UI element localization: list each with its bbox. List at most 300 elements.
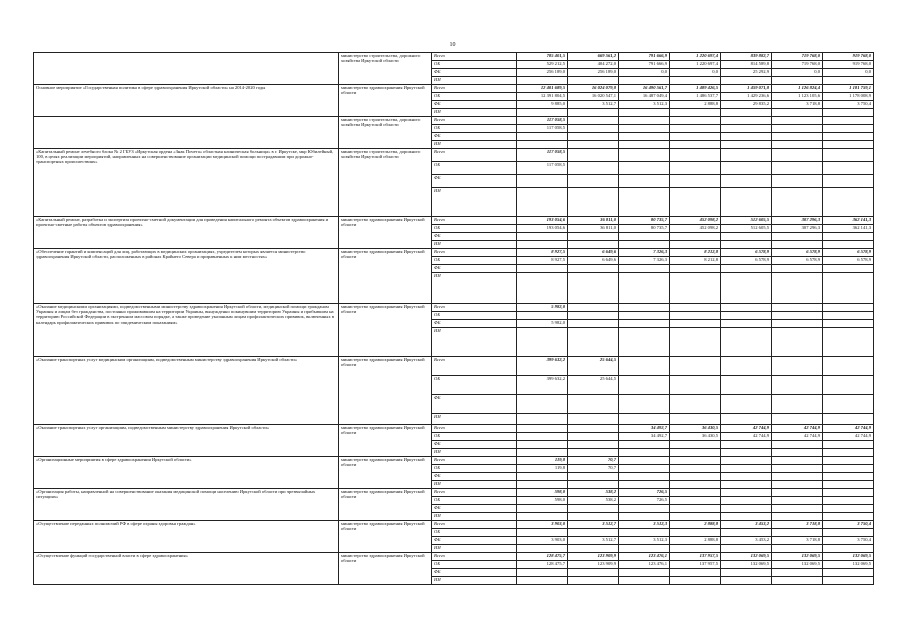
amount-cell [721,513,772,521]
amount-cell: 3 512,7 [568,521,619,529]
amount-cell: 123 909,9 [568,561,619,569]
amount-cell: 1 126 824,4 [772,85,823,93]
amount-cell: 132 069,5 [772,561,823,569]
responsible-executor: министерство здравоохранения Иркутской области [339,521,432,553]
amount-cell [721,117,772,125]
funding-source: Всего [432,249,517,257]
amount-cell [670,529,721,537]
amount-cell [772,395,823,414]
amount-cell: 0,0 [823,69,874,77]
funding-source: ФБ [432,505,517,513]
amount-cell: 7 326,3 [619,249,670,257]
amount-cell [670,545,721,553]
amount-cell: 598,0 [517,489,568,497]
amount-cell [772,465,823,473]
amount-cell: 362 141,3 [823,225,874,233]
amount-cell [568,328,619,357]
amount-cell [568,320,619,328]
amount-cell [772,376,823,395]
funding-source: ИИ [432,545,517,553]
amount-cell: 1 220 697,4 [670,53,721,61]
amount-cell: 3 512,7 [568,101,619,109]
amount-cell [823,545,874,553]
amount-cell [670,117,721,125]
amount-cell [772,577,823,585]
amount-cell [772,414,823,425]
measure-description: «Организация работы, направленной на совершенствование оказания медицинской помощи населению Иркутской области при чрезвычайных ситуациях» [34,489,339,521]
amount-cell: 256 189,0 [568,69,619,77]
amount-cell: 132 069,5 [823,561,874,569]
amount-cell [772,273,823,304]
amount-cell [721,312,772,320]
amount-cell [721,457,772,465]
amount-cell [670,265,721,273]
amount-cell [670,141,721,149]
funding-source: ОБ [432,162,517,175]
funding-source: ФБ [432,537,517,545]
amount-cell [823,497,874,505]
amount-cell: 119,8 [517,457,568,465]
amount-cell [670,162,721,175]
amount-cell [772,489,823,497]
amount-cell [772,529,823,537]
funding-source: ОБ [432,125,517,133]
amount-cell: 132 069,5 [721,561,772,569]
amount-cell [568,312,619,320]
amount-cell: 362 141,3 [823,217,874,225]
amount-cell [517,577,568,585]
amount-cell [517,273,568,304]
amount-cell [517,188,568,217]
amount-cell [721,188,772,217]
amount-cell: 6 578,9 [721,249,772,257]
measure-description: «Оказание медицинскими организациями, подведомственными министерству здравоохранения Иркутской области, медицинской помощи гражданам Украины и лицам без гражданства, постоянно проживавшим на территории Украины, вынужденно покинувшим территорию Украины и прибывшим на территорию Российской Федерации в экстренном массовом порядке, а также проведение указанным лицам профилактических прививок, включенных в календарь профилактических прививок по эпидемическим показаниям» [34,304,339,357]
amount-cell: 719 768,0 [772,53,823,61]
table-row [34,489,874,497]
amount-cell [772,175,823,188]
amount-cell: 307 296,3 [772,217,823,225]
amount-cell [619,109,670,117]
table-row [34,357,874,376]
amount-cell [772,162,823,175]
amount-cell [568,529,619,537]
amount-cell: 529 212,5 [517,61,568,69]
amount-cell [517,175,568,188]
amount-cell [619,312,670,320]
amount-cell [721,133,772,141]
amount-cell: 839 882,7 [721,53,772,61]
amount-cell [517,433,568,441]
amount-cell [619,545,670,553]
amount-cell: 117 058,5 [517,162,568,175]
amount-cell [568,473,619,481]
amount-cell: 123 909,9 [568,553,619,561]
amount-cell [670,414,721,425]
amount-cell: 3 718,8 [772,521,823,529]
amount-cell: 8 927,5 [517,257,568,265]
amount-cell [721,449,772,457]
amount-cell: 12 401 689,5 [517,85,568,93]
amount-cell [721,357,772,376]
funding-source: ИИ [432,273,517,304]
amount-cell [823,133,874,141]
amount-cell [619,441,670,449]
amount-cell [772,133,823,141]
amount-cell: 3 512,3 [619,521,670,529]
funding-source: ОБ [432,61,517,69]
amount-cell: 919 768,0 [823,61,874,69]
amount-cell: 25 644,5 [568,376,619,395]
amount-cell [670,513,721,521]
amount-cell [568,513,619,521]
amount-cell: 3 512,3 [619,101,670,109]
table-row [34,457,874,465]
amount-cell [517,505,568,513]
amount-cell [823,457,874,465]
amount-cell: 512 605,5 [721,225,772,233]
amount-cell: 119,8 [517,465,568,473]
amount-cell [772,473,823,481]
table-row [34,149,874,162]
amount-cell [619,529,670,537]
amount-cell [721,141,772,149]
amount-cell: 16 020 547,1 [568,93,619,101]
amount-cell: 123 476,1 [619,561,670,569]
amount-cell [568,414,619,425]
amount-cell [772,265,823,273]
funding-source: ФБ [432,233,517,241]
amount-cell [823,162,874,175]
amount-cell: 726,5 [619,497,670,505]
amount-cell: 42 744,9 [721,433,772,441]
amount-cell: 5 982,0 [517,304,568,312]
amount-cell: 137 957,5 [670,553,721,561]
amount-cell: 128 475,7 [517,561,568,569]
amount-cell [721,109,772,117]
funding-source: ИИ [432,109,517,117]
amount-cell [619,141,670,149]
amount-cell [619,577,670,585]
funding-source: Всего [432,425,517,433]
amount-cell: 785 401,5 [517,53,568,61]
amount-cell: 12 391 804,5 [517,93,568,101]
amount-cell: 42 744,9 [721,425,772,433]
amount-cell: 452 098,2 [670,225,721,233]
amount-cell: 16 490 561,7 [619,85,670,93]
measure-description: «Оказание транспортных услуг организациям, подведомственным министерству здравоохранения Иркутской области» [34,425,339,457]
amount-cell: 25 644,5 [568,357,619,376]
funding-source: ОБ [432,225,517,233]
amount-cell: 307 296,3 [772,225,823,233]
amount-cell [772,357,823,376]
amount-cell [670,304,721,312]
amount-cell: 8 927,5 [517,249,568,257]
amount-cell [670,481,721,489]
amount-cell [517,441,568,449]
amount-cell [823,273,874,304]
amount-cell [619,304,670,312]
amount-cell: 42 744,9 [823,433,874,441]
amount-cell: 538,2 [568,489,619,497]
amount-cell [670,577,721,585]
amount-cell [517,529,568,537]
amount-cell [772,569,823,577]
amount-cell [772,328,823,357]
amount-cell [721,545,772,553]
amount-cell [568,577,619,585]
amount-cell: 719 768,0 [772,61,823,69]
amount-cell [670,77,721,85]
amount-cell [619,569,670,577]
amount-cell [721,465,772,473]
amount-cell: 70,7 [568,457,619,465]
funding-source: ОБ [432,312,517,320]
amount-cell [823,465,874,473]
amount-cell [670,273,721,304]
amount-cell: 6 578,9 [721,257,772,265]
amount-cell: 3 453,2 [721,521,772,529]
funding-source: ФБ [432,133,517,141]
table-row [34,249,874,257]
amount-cell: 16 024 079,8 [568,85,619,93]
amount-cell: 2 888,8 [670,101,721,109]
amount-cell [823,414,874,425]
table-row [34,53,874,61]
amount-cell: 117 058,5 [517,149,568,162]
amount-cell: 7 326,3 [619,257,670,265]
amount-cell [517,77,568,85]
amount-cell: 3 718,8 [772,537,823,545]
amount-cell [517,449,568,457]
amount-cell [670,109,721,117]
amount-cell: 2 888,8 [670,521,721,529]
funding-source: ИИ [432,513,517,521]
amount-cell [823,188,874,217]
amount-cell [772,312,823,320]
amount-cell [619,513,670,521]
amount-cell [670,465,721,473]
amount-cell [568,304,619,312]
amount-cell [772,481,823,489]
amount-cell [568,241,619,249]
amount-cell: 1 181 759,1 [823,85,874,93]
amount-cell [517,395,568,414]
amount-cell: 6 649,6 [568,257,619,265]
amount-cell [823,233,874,241]
measure-description [34,53,339,85]
amount-cell [568,162,619,175]
amount-cell [823,141,874,149]
measure-description: «Капитальный ремонт лечебного блока № 2 ГБУЗ «Иркутская ордена «Знак Почета» областная клиническая больница» в г. Иркутске, мкр Юбилейный, 100, в целях реализации мероприятий, направленных на совершенствование организации медицинской помощи пострадавшим при дорожно-транспортных происшествиях» [34,149,339,217]
amount-cell: 256 189,0 [517,69,568,77]
amount-cell: 1 486 537,7 [670,93,721,101]
amount-cell [670,133,721,141]
measure-description: «Оказание транспортных услуг медицинским организациям, подведомственным министерству здравоохранения Иркутской области» [34,357,339,425]
amount-cell [619,175,670,188]
amount-cell [568,569,619,577]
amount-cell [721,473,772,481]
amount-cell [568,188,619,217]
responsible-executor: министерство здравоохранения Иркутской области [339,85,432,117]
amount-cell [823,241,874,249]
amount-cell: 34 492,7 [619,425,670,433]
amount-cell [670,505,721,513]
responsible-executor: министерство здравоохранения Иркутской области [339,489,432,521]
funding-source: ИИ [432,241,517,249]
funding-source: ИИ [432,77,517,85]
amount-cell [721,569,772,577]
amount-cell: 132 069,5 [772,553,823,561]
amount-cell [823,312,874,320]
amount-cell [823,320,874,328]
funding-source: ОБ [432,497,517,505]
amount-cell: 669 561,2 [568,53,619,61]
measure-description [34,117,339,149]
amount-cell: 1 489 426,5 [670,85,721,93]
funding-source: ОБ [432,257,517,265]
responsible-executor: министерство здравоохранения Иркутской области [339,304,432,357]
amount-cell [517,473,568,481]
funding-source: ИИ [432,481,517,489]
amount-cell [823,175,874,188]
amount-cell [772,497,823,505]
funding-source: ОБ [432,529,517,537]
amount-cell [568,481,619,489]
amount-cell [670,188,721,217]
amount-cell [517,569,568,577]
amount-cell [721,577,772,585]
amount-cell: 0,0 [772,69,823,77]
funding-source: ФБ [432,175,517,188]
amount-cell: 2 888,8 [670,537,721,545]
amount-cell [823,376,874,395]
amount-cell [619,414,670,425]
amount-cell [517,545,568,553]
amount-cell: 3 453,2 [721,537,772,545]
funding-source: ФБ [432,69,517,77]
responsible-executor: министерство здравоохранения Иркутской области [339,357,432,425]
amount-cell [721,489,772,497]
amount-cell [568,395,619,414]
amount-cell [517,481,568,489]
amount-cell: 1 459 071,8 [721,85,772,93]
amount-cell [823,304,874,312]
responsible-executor: министерство строительства, дорожного хозяйства Иркутской области [339,149,432,217]
funding-source: ИИ [432,141,517,149]
amount-cell [823,481,874,489]
amount-cell [568,233,619,241]
amount-cell [721,395,772,414]
amount-cell [619,188,670,217]
amount-cell: 36 430,5 [670,433,721,441]
amount-cell [721,320,772,328]
amount-cell: 70,7 [568,465,619,473]
funding-source: ИИ [432,188,517,217]
funding-source: Всего [432,217,517,225]
amount-cell: 36 811,0 [568,217,619,225]
amount-cell [619,125,670,133]
amount-cell: 42 744,9 [823,425,874,433]
amount-cell [772,77,823,85]
amount-cell [721,497,772,505]
amount-cell: 29 835,2 [721,101,772,109]
amount-cell: 452 098,2 [670,217,721,225]
amount-cell [823,109,874,117]
funding-source: ОБ [432,465,517,473]
amount-cell: 6 578,9 [772,249,823,257]
amount-cell [619,505,670,513]
amount-cell [619,273,670,304]
amount-cell [619,149,670,162]
table-row [34,217,874,225]
page-number: 10 [449,42,456,48]
amount-cell [517,328,568,357]
amount-cell: 3 903,0 [517,521,568,529]
amount-cell [823,473,874,481]
funding-source: ИИ [432,328,517,357]
amount-cell: 80 735,7 [619,225,670,233]
amount-cell [721,265,772,273]
amount-cell [568,109,619,117]
amount-cell [823,328,874,357]
amount-cell [823,569,874,577]
amount-cell [772,188,823,217]
amount-cell [772,125,823,133]
amount-cell [721,77,772,85]
amount-cell: 36 430,5 [670,425,721,433]
amount-cell [670,241,721,249]
amount-cell: 1 178 008,9 [823,93,874,101]
amount-cell: 3 903,0 [517,537,568,545]
amount-cell: 16 487 049,4 [619,93,670,101]
amount-cell: 193 054,6 [517,225,568,233]
responsible-executor: министерство здравоохранения Иркутской области [339,425,432,457]
measure-description: «Обеспечение гарантий и компенсаций для лиц, работающих в медицинских организациях, учредителем которых является министерство здравоохранения Иркутской области, расположенных в районах Крайнего Севера и приравненных к ним местностях» [34,249,339,304]
amount-cell [721,481,772,489]
amount-cell [772,149,823,162]
funding-source: ФБ [432,395,517,414]
funding-source: ФБ [432,569,517,577]
measure-description: «Капитальный ремонт, разработка и экспертиза проектно-сметной документации для проведения капитального ремонта объектов здравоохранения и проектно-сметные работы объектов здравоохранения» [34,217,339,249]
amount-cell: 6 578,9 [823,249,874,257]
funding-source: ОБ [432,93,517,101]
amount-cell [568,77,619,85]
amount-cell: 726,5 [619,489,670,497]
amount-cell: 8 212,8 [670,257,721,265]
funding-source: Всего [432,149,517,162]
amount-cell [670,457,721,465]
amount-cell: 34 492,7 [619,433,670,441]
amount-cell [670,233,721,241]
amount-cell [772,233,823,241]
amount-cell [721,441,772,449]
amount-cell [772,109,823,117]
responsible-executor: министерство строительства, дорожного хозяйства Иркутской области [339,53,432,85]
funding-source: ОБ [432,433,517,441]
amount-cell [619,241,670,249]
amount-cell: 399 632,2 [517,357,568,376]
amount-cell [517,133,568,141]
amount-cell [721,505,772,513]
amount-cell [721,376,772,395]
amount-cell [517,233,568,241]
amount-cell: 42 744,9 [772,433,823,441]
amount-cell: 3 750,4 [823,101,874,109]
amount-cell [721,233,772,241]
amount-cell [823,77,874,85]
amount-cell: 1 123 105,6 [772,93,823,101]
amount-cell [517,513,568,521]
